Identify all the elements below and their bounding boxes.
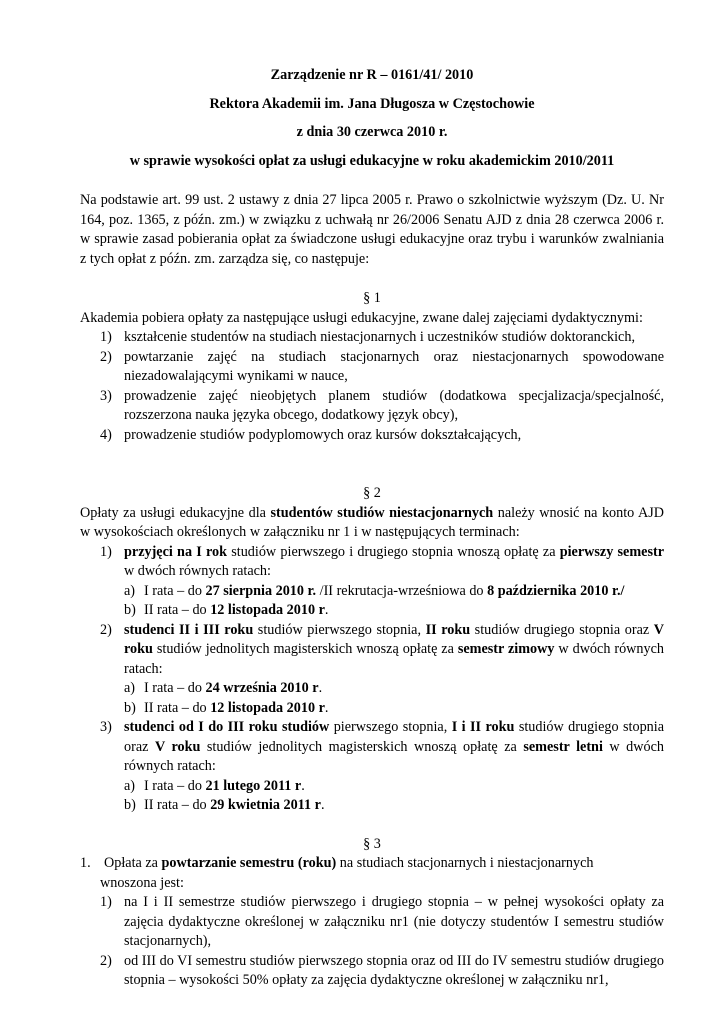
installment-text: . xyxy=(324,699,329,716)
item-text: prowadzenie studiów podyplomowych oraz kursów dokształcających, xyxy=(124,426,522,443)
item-text: od III do VI semestru studiów pierwszego stopnia oraz od III do IV semestru studiów drugiego stopnia – wysokości 50% opłaty za zajęcia dydaktyczne określonej w załączniku nr1, xyxy=(124,952,664,988)
section-2-heading: § 2 xyxy=(363,485,381,501)
item-text: studiów pierwszego stopnia, xyxy=(253,621,426,638)
point-text: na studiach stacjonarnych i niestacjonarnych xyxy=(336,855,594,871)
installment-text: II rata – do xyxy=(144,797,211,813)
item-text: powtarzanie zajęć na studiach stacjonarnych oraz niestacjonarnych spowodowane niezadowalającymi wynikami w nauce, xyxy=(124,348,664,384)
section-2-lead xyxy=(80,504,664,543)
installment-row xyxy=(80,796,664,816)
installment-text: I rata – do xyxy=(144,777,206,794)
section-2-item-2 xyxy=(80,621,664,680)
installment-letter: b) xyxy=(124,797,136,813)
item-number: 2) xyxy=(100,621,112,638)
item-bold: studenci od I do III roku studiów xyxy=(124,719,330,735)
installment-letter: a) xyxy=(124,777,136,794)
lead-text: Opłaty za usługi edukacyjne dla xyxy=(80,504,271,521)
section-2-item-1 xyxy=(80,543,664,582)
installment-text: . xyxy=(320,797,325,813)
item-text: pierwszego stopnia, xyxy=(329,719,452,735)
section-3-heading: § 3 xyxy=(363,835,381,852)
installment-text: II rata – do xyxy=(144,602,211,618)
item-bold: I i II roku xyxy=(451,719,515,735)
section-1-lead: Akademia pobiera opłaty za następujące usługi edukacyjne, zwane dalej zajęciami dydaktycznymi: xyxy=(80,309,643,326)
section-1-list xyxy=(80,328,664,445)
point-bold: powtarzanie semestru (roku) xyxy=(161,855,337,871)
installment-text: /II rekrutacja-wrześniowa do xyxy=(316,582,488,599)
item-text: studiów jednolitych magisterskich wnoszą opłatę za xyxy=(152,641,458,657)
installment-row xyxy=(80,699,664,719)
installment-date: 12 listopada 2010 r xyxy=(210,699,325,716)
date-line: z dnia 30 czerwca 2010 r. xyxy=(296,124,448,140)
list-item xyxy=(80,893,664,952)
item-text: kształcenie studentów na studiach niestacjonarnych i uczestników studiów doktoranckich, xyxy=(124,329,635,345)
point-continuation: wnoszona jest: xyxy=(100,874,184,891)
list-item xyxy=(80,426,664,446)
item-number: 1) xyxy=(100,543,112,560)
item-number: 3) xyxy=(100,387,112,404)
item-text: studiów drugiego stopnia oraz xyxy=(470,621,654,638)
installment-row xyxy=(80,601,664,621)
installment-letter: a) xyxy=(124,680,136,696)
item-number: 4) xyxy=(100,426,112,443)
installment-date: 27 sierpnia 2010 r. xyxy=(205,582,317,599)
list-item xyxy=(80,348,664,387)
item-bold: II roku xyxy=(425,621,471,638)
installment-text: I rata – do xyxy=(144,582,206,599)
installment-date: 12 listopada 2010 r xyxy=(210,602,325,618)
item-text: w dwóch równych ratach: xyxy=(124,738,665,774)
item-number: 1) xyxy=(100,329,112,345)
installment-date: 24 września 2010 r xyxy=(205,680,319,696)
lead-bold: studentów studiów niestacjonarnych xyxy=(270,504,494,521)
subject-line: w sprawie wysokości opłat za usługi edukacyjne w roku akademickim 2010/2011 xyxy=(129,152,615,169)
item-bold: przyjęci na I rok xyxy=(124,543,228,560)
installment-text: I rata – do xyxy=(144,680,206,696)
section-3-point-1 xyxy=(80,854,664,874)
installment-text: . xyxy=(318,680,323,696)
item-number: 2) xyxy=(100,952,112,969)
section-2-item-3 xyxy=(80,718,664,777)
lead-text: należy wnosić na konto AJD w wysokościach określonych w załączniku nr 1 i w następujących terminach: xyxy=(80,504,665,540)
list-item xyxy=(80,952,664,991)
item-bold: pierwszy semestr xyxy=(559,543,664,560)
installment-row xyxy=(80,777,664,797)
item-bold: semestr zimowy xyxy=(457,641,555,657)
item-text: studiów drugiego stopnia oraz xyxy=(124,719,665,755)
item-bold: semestr letni xyxy=(523,738,603,755)
item-text: w dwóch równych ratach: xyxy=(124,641,664,677)
document-title: Zarządzenie nr R – 0161/41/ 2010 xyxy=(270,67,474,83)
installment-text: II rata – do xyxy=(144,699,211,716)
installment-row xyxy=(80,679,664,699)
item-bold: studenci II i III roku xyxy=(124,621,254,638)
intro-paragraph: Na podstawie art. 99 ust. 2 ustawy z dnia 27 lipca 2005 r. Prawo o szkolnictwie wyższym (Dz. U. Nr 164, poz. 1365, z późn. zm.) w związku z uchwałą nr 26/2006 Senatu AJD z dnia 28 czerwca 2006 r. w sprawie zasad pobierania opłat za świadczone usługi edukacyjne oraz trybu i warunków zwalniania z tych opłat z późn. zm. zarządza się, co następuje: xyxy=(80,192,664,267)
list-item xyxy=(80,387,664,426)
point-text: Opłata za xyxy=(104,855,162,871)
issuer-line: Rektora Akademii im. Jana Długosza w Częstochowie xyxy=(209,95,535,112)
installment-date: 21 lutego 2011 r xyxy=(205,777,302,794)
installment-date: 29 kwietnia 2011 r xyxy=(210,797,321,813)
item-number: 2) xyxy=(100,348,112,365)
installment-text: . xyxy=(301,777,305,794)
section-1-heading: § 1 xyxy=(363,290,381,306)
item-text: w dwóch równych ratach: xyxy=(124,563,271,579)
item-text: prowadzenie zajęć nieobjętych planem studiów (dodatkowa specjalizacja/specjalność, rozszerzona nauka języka obcego, dodatkowy język obcy), xyxy=(124,387,664,423)
item-bold: V roku xyxy=(154,738,201,755)
list-item xyxy=(80,328,664,348)
installment-letter: b) xyxy=(124,699,136,716)
installment-letter: a) xyxy=(124,582,136,599)
installment-row xyxy=(80,582,664,602)
document-page xyxy=(80,66,664,991)
item-bold: V roku xyxy=(124,621,664,657)
item-number: 1) xyxy=(100,894,112,910)
item-text: studiów jednolitych magisterskich wnoszą opłatę za xyxy=(200,738,524,755)
installment-date: 8 października 2010 r./ xyxy=(487,582,625,599)
point-number: 1. xyxy=(80,855,91,871)
item-text: studiów pierwszego i drugiego stopnia wnoszą opłatę za xyxy=(227,543,560,560)
installment-letter: b) xyxy=(124,602,136,618)
item-number: 3) xyxy=(100,719,112,735)
item-text: na I i II semestrze studiów pierwszego i drugiego stopnia – w pełnej wysokości opłaty za zajęcia dydaktyczne określonej w załączniku nr1 (nie dotyczy studentów I semestru studiów stacjonarnych), xyxy=(124,894,664,949)
installment-text: . xyxy=(324,602,329,618)
section-3-list xyxy=(80,893,664,991)
